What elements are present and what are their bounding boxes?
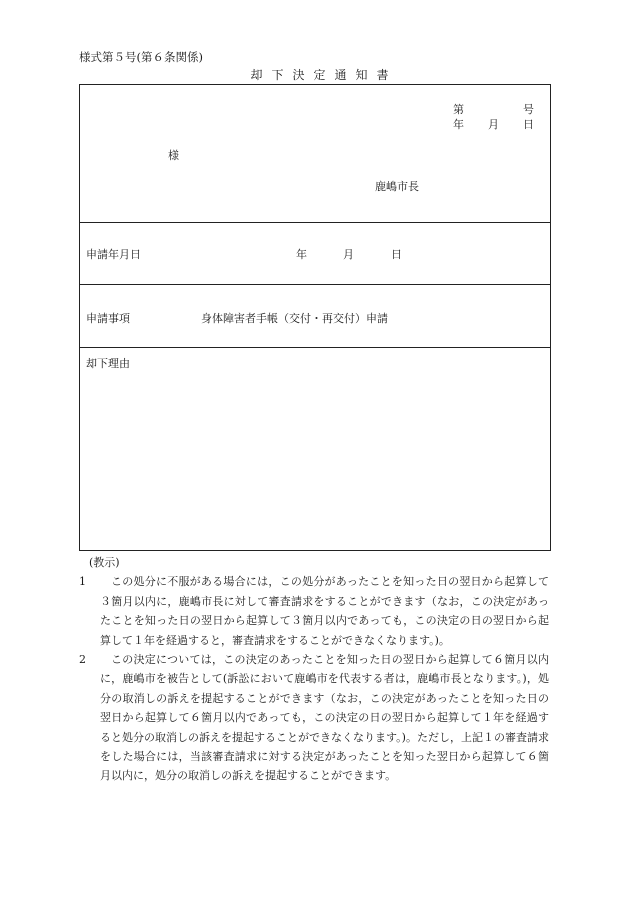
application-month: 月: [343, 248, 354, 261]
form-number-label: 様式第５号(第６条関係): [79, 50, 203, 64]
header-day: 日: [523, 118, 534, 131]
notes-heading: (教示): [89, 556, 120, 569]
note-item: [79, 650, 549, 786]
header-year: 年: [453, 118, 464, 131]
addressee-honorific: 様: [168, 149, 179, 162]
note-number: 2: [79, 653, 86, 667]
instruction-notes: [79, 553, 549, 786]
issuer-name: 鹿嶋市長: [375, 180, 419, 193]
note-text: この決定については，この決定のあったことを知った日の翌日から起算して６箇月以内に，鹿嶋市を被告として(訴訟において鹿嶋市を代表する者は，鹿嶋市長となります。)，処分の取消しの訴えを提起することができます（なお，この決定があったことを知った日の翌日から起算して６箇月以内であっても，この決定の日の翌日から起算して１年を経過すると処分の取消しの訴えを提起することができなくなります。)。ただし，上記１の審査請求をした場合には，当該審査請求に対する決定があったことを知った翌日から起算して６箇月以内に，処分の取消しの訴えを提起することができます。: [100, 653, 549, 783]
divider-header: [80, 222, 550, 223]
note-number: 1: [79, 575, 86, 589]
note-item: [79, 572, 549, 650]
divider-item: [80, 347, 550, 348]
application-year: 年: [296, 248, 307, 261]
note-text: この処分に不服がある場合には，この処分があったことを知った日の翌日から起算して３箇月以内に，鹿嶋市長に対して審査請求をすることができます（なお，この決定があったことを知った日の翌日から起算して３箇月以内であっても，この決定の日の翌日から起算して１年を経過すると，審査請求をすることができなくなります。)。: [100, 575, 549, 647]
application-date-label: 申請年月日: [86, 248, 141, 261]
header-month: 月: [488, 118, 499, 131]
application-item-value: 身体障害者手帳（交付・再交付）申請: [201, 312, 388, 325]
number-suffix: 号: [523, 103, 534, 116]
notice-form-table: [79, 84, 551, 551]
application-day: 日: [391, 248, 402, 261]
divider-date: [80, 284, 550, 285]
number-prefix: 第: [453, 103, 464, 116]
rejection-reason-label: 却下理由: [86, 357, 130, 370]
document-title: 却下決定通知書: [250, 68, 398, 82]
application-item-label: 申請事項: [86, 312, 130, 325]
